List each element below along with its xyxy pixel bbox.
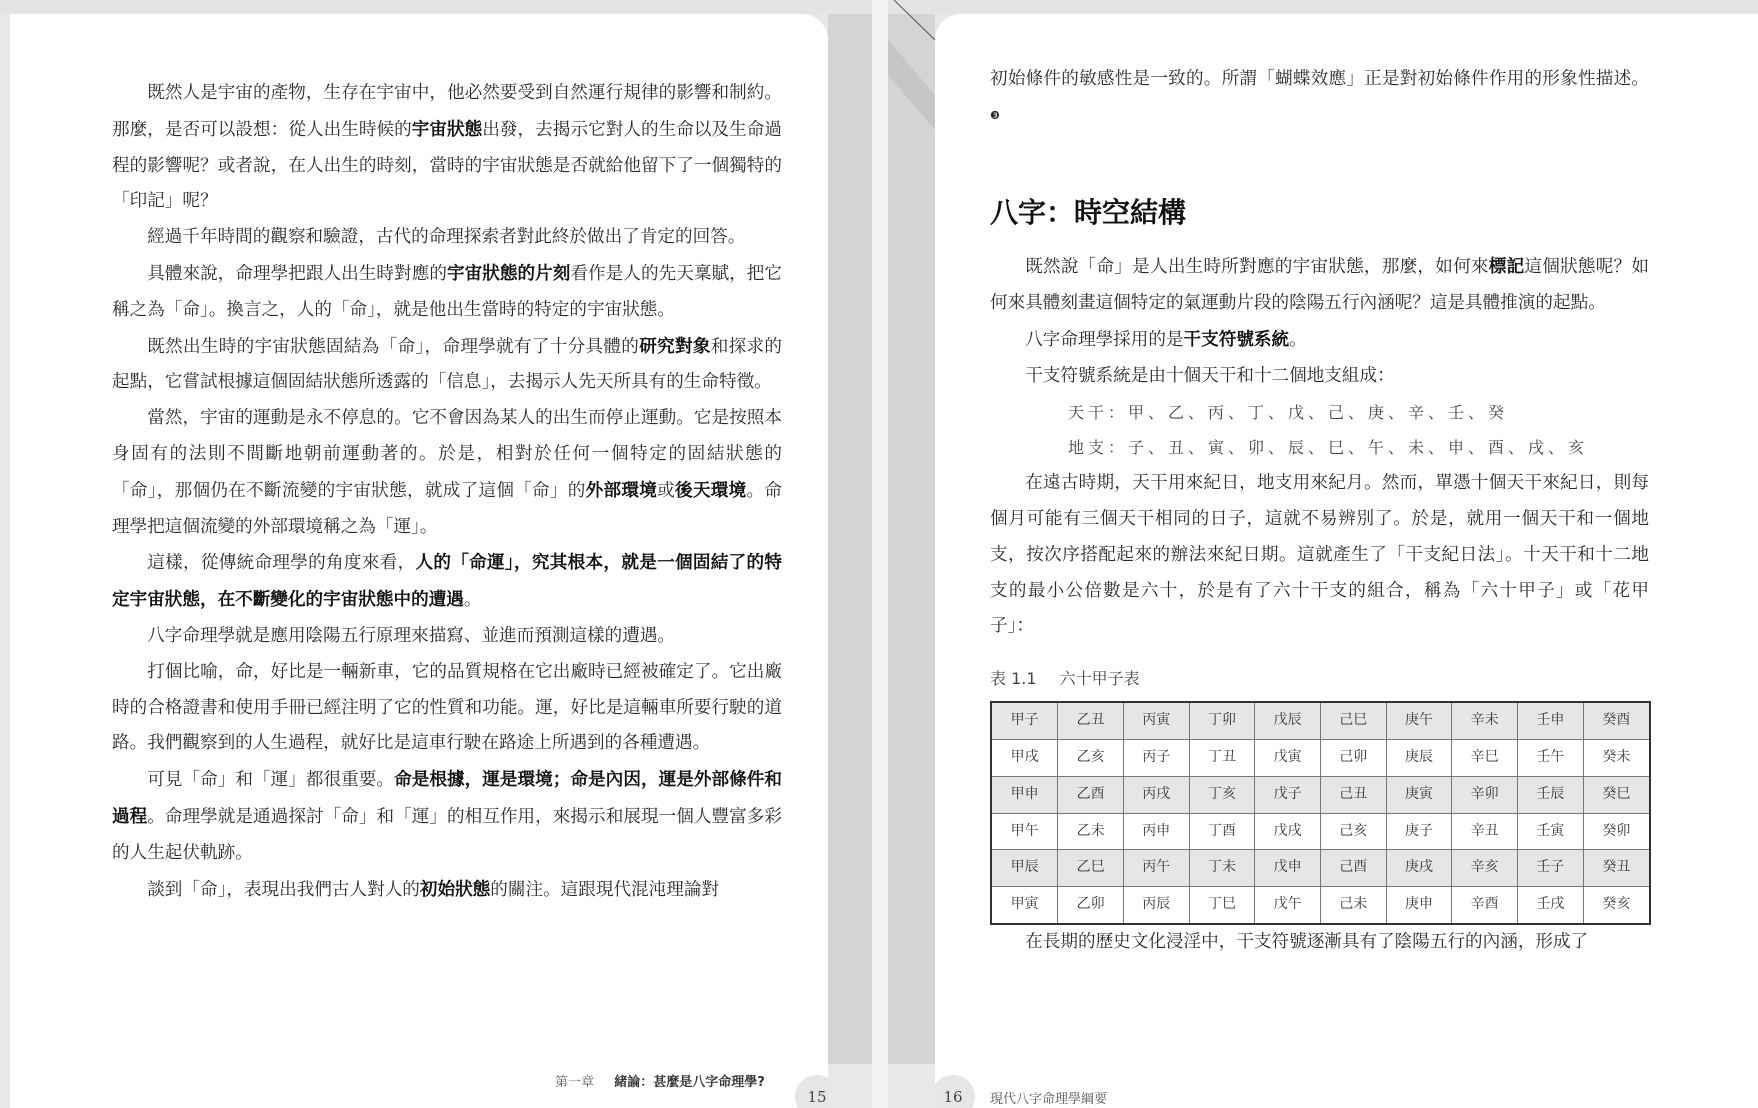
table-row (991, 813, 1650, 850)
table-cell: 辛未 (1452, 702, 1518, 739)
table-cell: 乙亥 (1058, 740, 1124, 777)
table-row (991, 740, 1650, 777)
page-number-left: 15 (795, 1075, 828, 1108)
text-run: 打個比喻，命，好比是一輛新車，它的品質規格在它出廠時已經被確定了。它出廠時的合格證書和使用手冊已經注明了它的性質和功能。運，好比是這輛車所要行駛的道路。我們觀察到的人生過程，就好比是這車行駛在路途上所遇到的各種遭遇。 (112, 661, 782, 754)
table-row (991, 850, 1650, 887)
text-run: 經過千年時間的觀察和驗證，古代的命理探索者對此終於做出了肯定的回答。 (147, 227, 746, 248)
section-title: 八字：時空結構 (990, 196, 1187, 230)
table-title: 六十甲子表 (1059, 669, 1140, 689)
table-cell: 戊戌 (1255, 813, 1321, 850)
table-cell: 庚寅 (1386, 776, 1452, 813)
body-paragraph (112, 256, 782, 329)
table-cell: 丙午 (1123, 850, 1189, 887)
text-run: 。 (463, 590, 482, 611)
table-cell: 丙戌 (1123, 776, 1189, 813)
table-cell: 辛亥 (1452, 850, 1518, 887)
text-run: 看作是人的先天稟賦，把它稱之為「命」。換言之，人的「命」，就是他出生當時的特定的宇宙狀態。 (112, 263, 782, 320)
text-run: 在遠古時期，天干用來紀日，地支用來紀月。然而，單憑十個天干來紀日，則每個月可能有三個天干相同的日子，這就不易辨別了。於是，就用一個天干和一個地支，按次序搭配起來的辦法來紀日期。這就產生了「干支紀日法」。十天干和十二地支的最小公倍數是六十，於是有了六十干支的組合，稱為「六十甲子」或「花甲子」： (990, 473, 1649, 637)
table-cell: 癸酉 (1583, 702, 1650, 739)
bold-emphasis: 標記 (1488, 256, 1525, 278)
table-cell: 乙酉 (1058, 776, 1124, 813)
table-cell: 壬午 (1518, 740, 1584, 777)
table-cell: 甲辰 (991, 850, 1058, 887)
bold-emphasis: 研究對象 (639, 335, 711, 357)
earthly-branches-line: 地支：子、丑、寅、卯、辰、巳、午、未、申、酉、戌、亥 (1068, 438, 1589, 458)
text-run: 的關注。這跟現代混沌理論對 (490, 879, 720, 900)
bold-emphasis: 命是根據，運是環境；命是內因，運是外部條件和過程 (112, 769, 782, 827)
body-paragraph (112, 655, 782, 762)
footer-chapter: 第一章 (555, 1075, 595, 1090)
page-fold-corner (888, 0, 935, 130)
paragraph-after-table: 在長期的歷史文化浸淫中，干支符號逐漸具有了陰陽五行的內涵，形成了 (1025, 932, 1589, 952)
table-row (991, 887, 1650, 924)
right-page (935, 14, 1758, 1108)
footer-chapter-title: 緒論：甚麼是八字命理學? (614, 1075, 765, 1090)
body-paragraph (112, 220, 782, 256)
table-cell: 乙卯 (1058, 887, 1124, 924)
table-cell: 戊午 (1255, 887, 1321, 924)
right-page-gutter (888, 14, 935, 1064)
bold-emphasis: 外部環境 (585, 479, 658, 501)
text-run: 。命理學就是通過探討「命」和「運」的相互作用，來揭示和展現一個人豐富多彩的人生起伏軌跡。 (112, 806, 782, 863)
table-cell: 庚子 (1386, 813, 1452, 850)
body-paragraph (112, 872, 782, 909)
table-cell: 丙子 (1123, 740, 1189, 777)
text-run: 八字命理學就是應用陰陽五行原理來描寫、並進而預測這樣的遭遇。 (147, 625, 676, 646)
table-cell: 癸亥 (1583, 887, 1650, 924)
table-cell: 壬寅 (1518, 813, 1584, 850)
text-run: 既然出生時的宇宙狀態固結為「命」，命理學就有了十分具體的 (147, 336, 640, 357)
table-cell: 己卯 (1320, 740, 1386, 777)
text-run: 或 (657, 480, 676, 501)
body-paragraph (112, 619, 782, 655)
table-cell: 丙辰 (1123, 887, 1189, 924)
table-cell: 戊子 (1255, 776, 1321, 813)
table-cell: 甲寅 (991, 887, 1058, 924)
text-run: 八字命理學採用的是 (1025, 330, 1184, 351)
table-cell: 丙申 (1123, 813, 1189, 850)
bold-emphasis: 宇宙狀態 (411, 118, 483, 140)
book-spine (872, 0, 888, 1108)
table-cell: 戊寅 (1255, 740, 1321, 777)
table-cell: 壬戌 (1518, 887, 1584, 924)
table-cell: 甲戌 (991, 740, 1058, 777)
table-cell: 辛卯 (1452, 776, 1518, 813)
heavenly-stems-line: 天干：甲、乙、丙、丁、戊、己、庚、辛、壬、癸 (1068, 402, 1509, 422)
left-page-body (112, 76, 782, 908)
text-run: 具體來說，命理學把跟人出生時對應的 (147, 263, 447, 284)
table-cell: 丁卯 (1189, 702, 1255, 739)
text-run: 這個狀態呢？如何來具體刻畫這個特定的氣運動片段的陰陽五行內涵呢？這是具體推演的起點。 (990, 257, 1649, 314)
body-paragraph (112, 76, 782, 220)
text-run: 當然，宇宙的運動是永不停息的。它不會因為某人的出生而停止運動。它是按照本身固有的法則不間斷地朝前運動著的。於是，相對於任何一個特定的固結狀態的「命」，那個仍在不斷流變的宇宙狀態，就成了這個「命」的 (112, 408, 782, 501)
sixty-jiazi-table (990, 701, 1651, 925)
body-paragraph (112, 762, 782, 871)
table-cell: 辛酉 (1452, 887, 1518, 924)
body-paragraph (112, 401, 782, 545)
text-run: 出發，去揭示它對人的生命以及生命過程的影響呢？或者說，在人出生的時刻，當時的宇宙狀態是否就給他留下了一個獨特的「印記」呢？ (112, 119, 782, 212)
table-cell: 己未 (1320, 887, 1386, 924)
table-row (991, 702, 1650, 739)
body-paragraph (990, 249, 1649, 322)
table-cell: 庚戌 (1386, 850, 1452, 887)
table-cell: 己酉 (1320, 850, 1386, 887)
table-cell: 乙丑 (1058, 702, 1124, 739)
text-run: 初始條件的敏感性是一致的。所謂「蝴蝶效應」正是對初始條件作用的形象性描述。 (990, 69, 1649, 89)
body-paragraph (990, 359, 1649, 395)
table-cell: 丁未 (1189, 850, 1255, 887)
text-run: 。 (1289, 330, 1307, 351)
table-cell: 壬辰 (1518, 776, 1584, 813)
table-row (991, 776, 1650, 813)
table-caption (990, 667, 1649, 691)
text-run: 既然說「命」是人出生時所對應的宇宙狀態，那麼，如何來 (1025, 257, 1489, 278)
table-cell: 己亥 (1320, 813, 1386, 850)
right-page-body (990, 62, 1649, 961)
text-run: 可見「命」和「運」都很重要。 (147, 770, 395, 791)
table-cell: 庚申 (1386, 887, 1452, 924)
left-page-footer (555, 1071, 765, 1090)
left-page (10, 14, 828, 1108)
table-cell: 庚辰 (1386, 740, 1452, 777)
table-cell: 丙寅 (1123, 702, 1189, 739)
body-paragraph (990, 322, 1649, 359)
table-cell: 丁巳 (1189, 887, 1255, 924)
right-page-footer-title: 現代八字命理學綱要 (990, 1092, 1108, 1107)
paragraph-after-stems (990, 466, 1649, 645)
table-number: 表 1.1 (990, 669, 1037, 689)
table-cell: 癸巳 (1583, 776, 1650, 813)
table-cell: 己巳 (1320, 702, 1386, 739)
table-cell: 丁亥 (1189, 776, 1255, 813)
table-cell: 壬子 (1518, 850, 1584, 887)
table-cell: 甲午 (991, 813, 1058, 850)
table-cell: 癸丑 (1583, 850, 1650, 887)
text-run: 這樣，從傳統命理學的角度來看， (147, 553, 416, 574)
footnote-marker: ❸ (990, 108, 1000, 122)
bold-emphasis: 後天環境 (675, 479, 747, 501)
table-cell: 甲子 (991, 702, 1058, 739)
text-run: 談到「命」，表現出我們古人對人的 (147, 879, 420, 900)
bold-emphasis: 宇宙狀態的片刻 (446, 262, 571, 284)
page-number-right: 16 (935, 1075, 975, 1108)
table-cell: 戊申 (1255, 850, 1321, 887)
left-page-gutter (828, 14, 872, 1064)
text-run: 既然人是宇宙的產物，生存在宇宙中，他必然要受到自然運行規律的影響和制約。那麼，是否可以設想：從人出生時候的 (112, 83, 782, 140)
text-run: 和探求的起點，它嘗試根據這個固結狀態所透露的「信息」，去揭示人先天所具有的生命特徵。 (112, 336, 782, 393)
table-cell: 辛巳 (1452, 740, 1518, 777)
table-cell: 乙未 (1058, 813, 1124, 850)
text-run: 干支符號系統是由十個天干和十二個地支組成： (1025, 365, 1395, 386)
table-cell: 辛丑 (1452, 813, 1518, 850)
table-cell: 癸未 (1583, 740, 1650, 777)
bold-emphasis: 人的「命運」，究其根本，就是一個固結了的特定宇宙狀態，在不斷變化的宇宙狀態中的遭遇 (112, 552, 782, 611)
table-cell: 戊辰 (1255, 702, 1321, 739)
table-cell: 癸卯 (1583, 813, 1650, 850)
table-cell: 丁丑 (1189, 740, 1255, 777)
table-cell: 壬申 (1518, 702, 1584, 739)
table-cell: 己丑 (1320, 776, 1386, 813)
table-cell: 丁酉 (1189, 813, 1255, 850)
body-paragraph (112, 545, 782, 619)
bold-emphasis: 初始狀態 (419, 878, 491, 900)
table-cell: 庚午 (1386, 702, 1452, 739)
body-paragraph (112, 329, 782, 402)
table-cell: 乙巳 (1058, 850, 1124, 887)
section-paragraphs (990, 249, 1649, 394)
table-cell: 甲申 (991, 776, 1058, 813)
intro-paragraph (990, 62, 1649, 139)
text-run: 。命理學把這個流變的外部環境稱之為「運」。 (112, 480, 782, 537)
bold-emphasis: 干支符號系統 (1183, 329, 1290, 351)
